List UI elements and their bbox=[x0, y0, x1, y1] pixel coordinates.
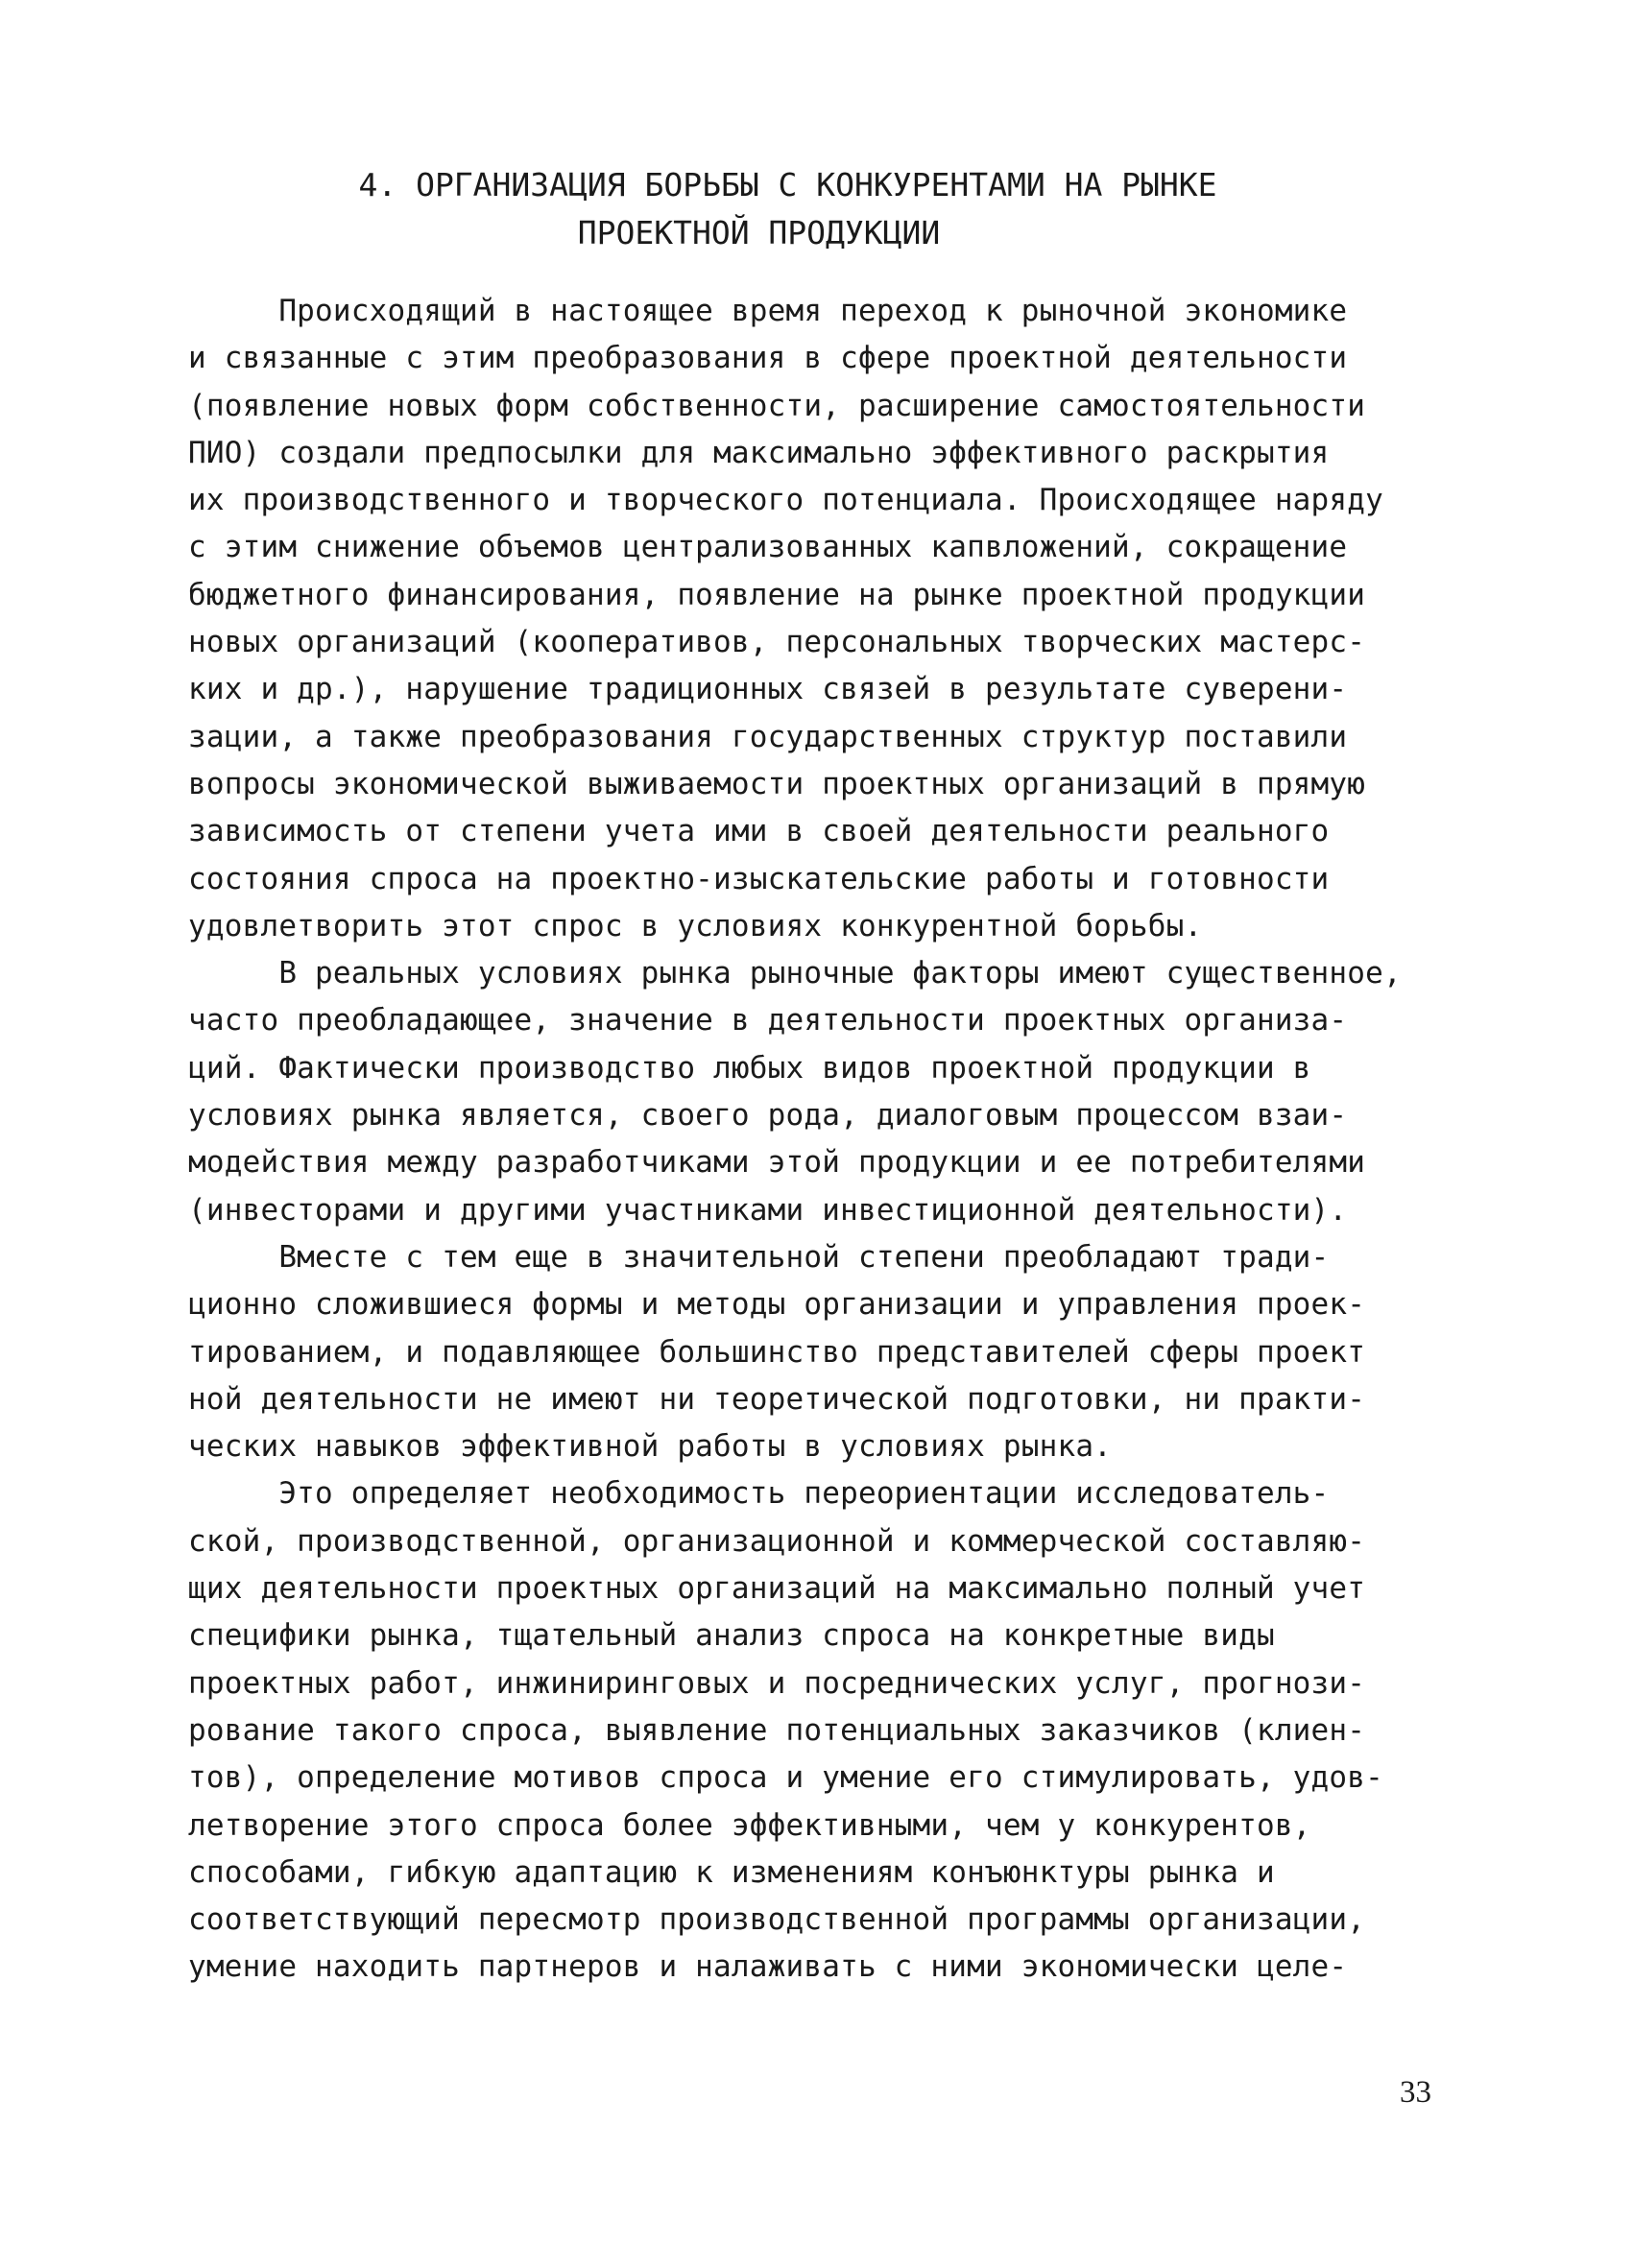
text-line: способами, гибкую адаптацию к изменениям конъюнктуры рынка и bbox=[188, 1854, 1275, 1890]
text-line: и связанные с этим преобразования в сфере проектной деятельности bbox=[188, 341, 1348, 376]
text-line: специфики рынка, тщательный анализ спроса на конкретные виды bbox=[188, 1618, 1275, 1654]
text-line: ческих навыков эффективной работы в условиях рынка. bbox=[188, 1429, 1113, 1465]
text-line: летворение этого спроса более эффективными, чем у конкурентов, bbox=[188, 1807, 1311, 1843]
text-line: тов), определение мотивов спроса и умение его стимулировать, удов- bbox=[188, 1760, 1383, 1796]
text-line: новых организаций (кооперативов, персональных творческих мастерс- bbox=[188, 625, 1366, 660]
text-line: с этим снижение объемов централизованных капвложений, сокращение bbox=[188, 530, 1348, 565]
text-line: вопросы экономической выживаемости проектных организаций в прямую bbox=[188, 766, 1366, 801]
text-line: зации, а также преобразования государственных структур поставили bbox=[188, 719, 1348, 754]
heading-line-2: ПРОЕКТНОЙ ПРОДУКЦИИ bbox=[577, 214, 941, 251]
text-line: Происходящий в настоящее время переход к рыночной экономике bbox=[188, 294, 1348, 328]
text-line: ской, производственной, организационной и коммерческой составляю- bbox=[188, 1523, 1366, 1559]
text-line: В реальных условиях рынка рыночные факторы имеют существенное, bbox=[188, 956, 1402, 991]
text-line: зависимость от степени учета ими в своей деятельности реального bbox=[188, 814, 1330, 849]
text-line: Это определяет необходимость переориентации исследователь- bbox=[188, 1476, 1330, 1512]
text-line: удовлетворить этот спрос в условиях конкурентной борьбы. bbox=[188, 908, 1203, 943]
text-line: (появление новых форм собственности, расширение самостоятельности bbox=[188, 388, 1366, 423]
text-line: рование такого спроса, выявление потенциальных заказчиков (клиен- bbox=[188, 1712, 1366, 1748]
text-line: бюджетного финансирования, появление на рынке проектной продукции bbox=[188, 577, 1366, 612]
text-line: часто преобладающее, значение в деятельности проектных организа- bbox=[188, 1003, 1348, 1039]
text-line: ций. Фактически производство любых видов проектной продукции в bbox=[188, 1050, 1311, 1086]
text-line: Вместе с тем еще в значительной степени преобладают тради- bbox=[188, 1239, 1330, 1275]
text-line: проектных работ, инжиниринговых и посреднических услуг, прогнози- bbox=[188, 1665, 1366, 1701]
text-line: (инвесторами и другими участниками инвестиционной деятельности). bbox=[188, 1192, 1348, 1228]
text-line: умение находить партнеров и налаживать с ними экономически целе- bbox=[188, 1949, 1348, 1985]
heading-line-1: 4. ОРГАНИЗАЦИЯ БОРЬБЫ С КОНКУРЕНТАМИ НА РЫНКЕ bbox=[358, 166, 1217, 203]
body-text bbox=[188, 288, 1475, 1992]
text-line: ких и др.), нарушение традиционных связей в результате суверени- bbox=[188, 672, 1348, 707]
text-line: условиях рынка является, своего рода, диалоговым процессом взаи- bbox=[188, 1098, 1348, 1134]
section-heading bbox=[0, 161, 1633, 257]
text-line: ционно сложившиеся формы и методы организации и управления проек- bbox=[188, 1287, 1366, 1323]
text-line: состояния спроса на проектно-изыскательские работы и готовности bbox=[188, 861, 1330, 896]
text-line: соответствующий пересмотр производственной программы организации, bbox=[188, 1902, 1366, 1938]
text-line: их производственного и творческого потенциала. Происходящее наряду bbox=[188, 483, 1383, 518]
page-number: 33 bbox=[1400, 2075, 1431, 2110]
text-line: тированием, и подавляющее большинство представителей сферы проект bbox=[188, 1334, 1366, 1370]
text-line: щих деятельности проектных организаций на максимально полный учет bbox=[188, 1571, 1366, 1607]
text-line: модействия между разработчиками этой продукции и ее потребителями bbox=[188, 1145, 1366, 1181]
text-line: ной деятельности не имеют ни теоретической подготовки, ни практи- bbox=[188, 1381, 1366, 1417]
text-line: ПИО) создали предпосылки для максимально эффективного раскрытия bbox=[188, 435, 1330, 470]
